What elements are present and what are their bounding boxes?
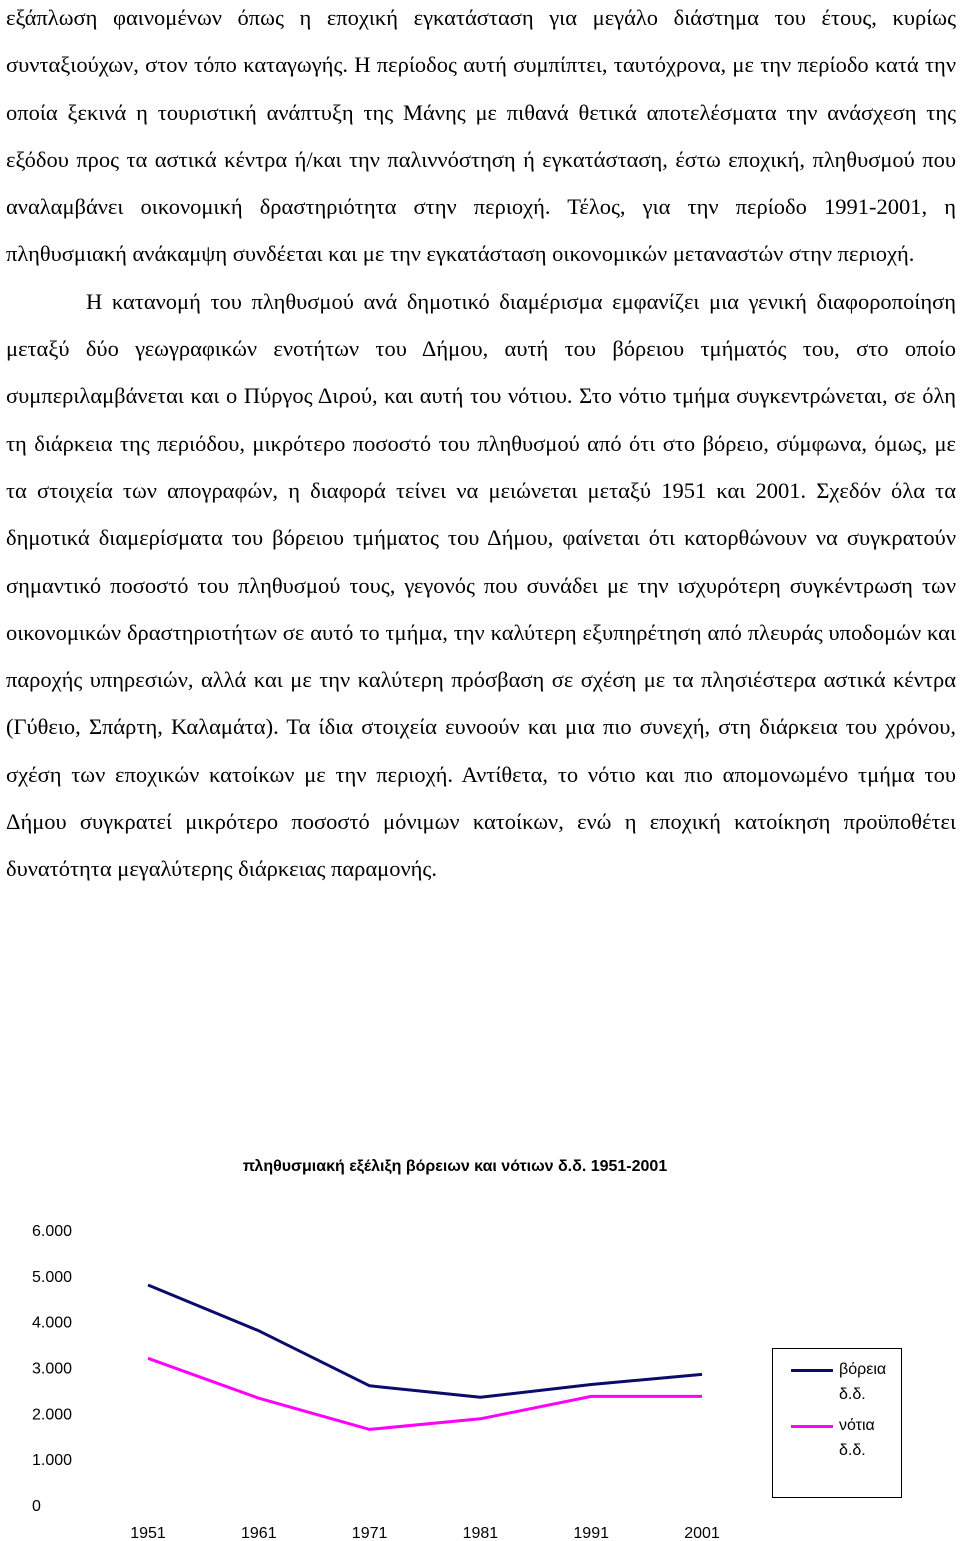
y-tick-label: 6.000 [32, 1223, 73, 1240]
y-tick-label: 2.000 [32, 1406, 73, 1424]
chart-title: πληθυσμιακή εξέλιξη βόρειων και νότιων δ.δ. 1951-2001 [242, 1158, 668, 1175]
x-tick-label: 2001 [684, 1525, 720, 1541]
paragraph-2: Η κατανομή του πληθυσμού ανά δημοτικό διαμέρισμα εμφανίζει μια γενική διαφοροποίηση μεταξύ δύο γεωγραφικών ενοτήτων του Δήμου, αυτή του βόρειου τμήματός του, στο οποίο συμπεριλαμβάνεται και ο Πύργος Διρού, και αυτή του νότιου. Στο νότιο τμήμα συγκεντρώνεται, σε όλη τη διάρκεια της περιόδου, μικρότερο ποσοστό του πληθυσμού από ότι στο βόρειο, σύμφωνα, όμως, με τα στοιχεία των απογραφών, η διαφορά τείνει να μειώνεται μεταξύ 1951 και 2001. Σχεδόν όλα τα δημοτικά διαμερίσματα του βόρειου τμήματος του Δήμου, φαίνεται ότι κατορθώνουν να συγκρατούν σημαντικό ποσοστό του πληθυσμού τους, γεγονός που συνάδει με την ισχυρότερη συγκέντρωση των οικονομικών δραστηριοτήτων σε αυτό το τμήμα, την καλύτερη εξυπηρέτηση από πλευράς υποδομών και παροχής υπηρεσιών, αλλά και με την καλύτερη πρόσβαση σε σχέση με τα πλησιέστερα αστικά κέντρα (Γύθειο, Σπάρτη, Καλαμάτα). Τα ίδια στοιχεία ευνοούν και μια πιο συνεχή, στη διάρκεια του χρόνου, σχέση των εποχικών κατοίκων με την περιοχή. Αντίθετα, το νότιο και πιο απομονωμένο τμήμα του Δήμου συγκρατεί μικρότερο ποσοστό μόνιμων κατοίκων, ενώ η εποχική κατοίκηση προϋποθέτει δυνατότητα μεγαλύτερης διάρκειας παραμονής. [6, 288, 956, 882]
x-tick-label: 1991 [573, 1525, 609, 1541]
series-line-south [148, 1358, 702, 1429]
x-tick-label: 1971 [351, 1525, 388, 1541]
legend-swatch [791, 1369, 833, 1372]
y-tick-label: 5.000 [32, 1268, 73, 1286]
y-tick-label: 0 [32, 1498, 41, 1515]
x-tick-label: 1981 [462, 1525, 499, 1541]
x-tick-label: 1951 [130, 1525, 166, 1541]
y-tick-label: 1.000 [32, 1452, 73, 1470]
document-body [6, 0, 956, 893]
y-tick-label: 4.000 [32, 1314, 73, 1332]
y-tick-label: 3.000 [32, 1360, 73, 1378]
legend-label: νότια δ.δ. [839, 1417, 875, 1459]
paragraph-1: εξάπλωση φαινομένων όπως η εποχική εγκατάσταση για μεγάλο διάστημα του έτους, κυρίως συνταξιούχων, στον τόπο καταγωγής. Η περίοδος αυτή συμπίπτει, ταυτόχρονα, με την περίοδο κατά την οποία ξεκινά η τουριστική ανάπτυξη της Μάνης με πιθανά θετικά αποτελέσματα την ανάσχεση της εξόδου προς τα αστικά κέντρα ή/και την παλιννόστηση ή εγκατάσταση, έστω εποχική, πληθυσμού που αναλαμβάνει οικονομική δραστηριότητα στην περιοχή. Τέλος, για την περίοδο 1991-2001, η πληθυσμιακή ανάκαμψη συνδέεται και με την εγκατάσταση οικονομικών μεταναστών στην περιοχή. [6, 5, 956, 267]
series-line-north [148, 1285, 702, 1397]
legend-swatch [791, 1425, 833, 1428]
chart-legend [772, 1348, 902, 1498]
x-tick-label: 1961 [241, 1525, 277, 1541]
legend-label: βόρεια δ.δ. [839, 1361, 887, 1403]
